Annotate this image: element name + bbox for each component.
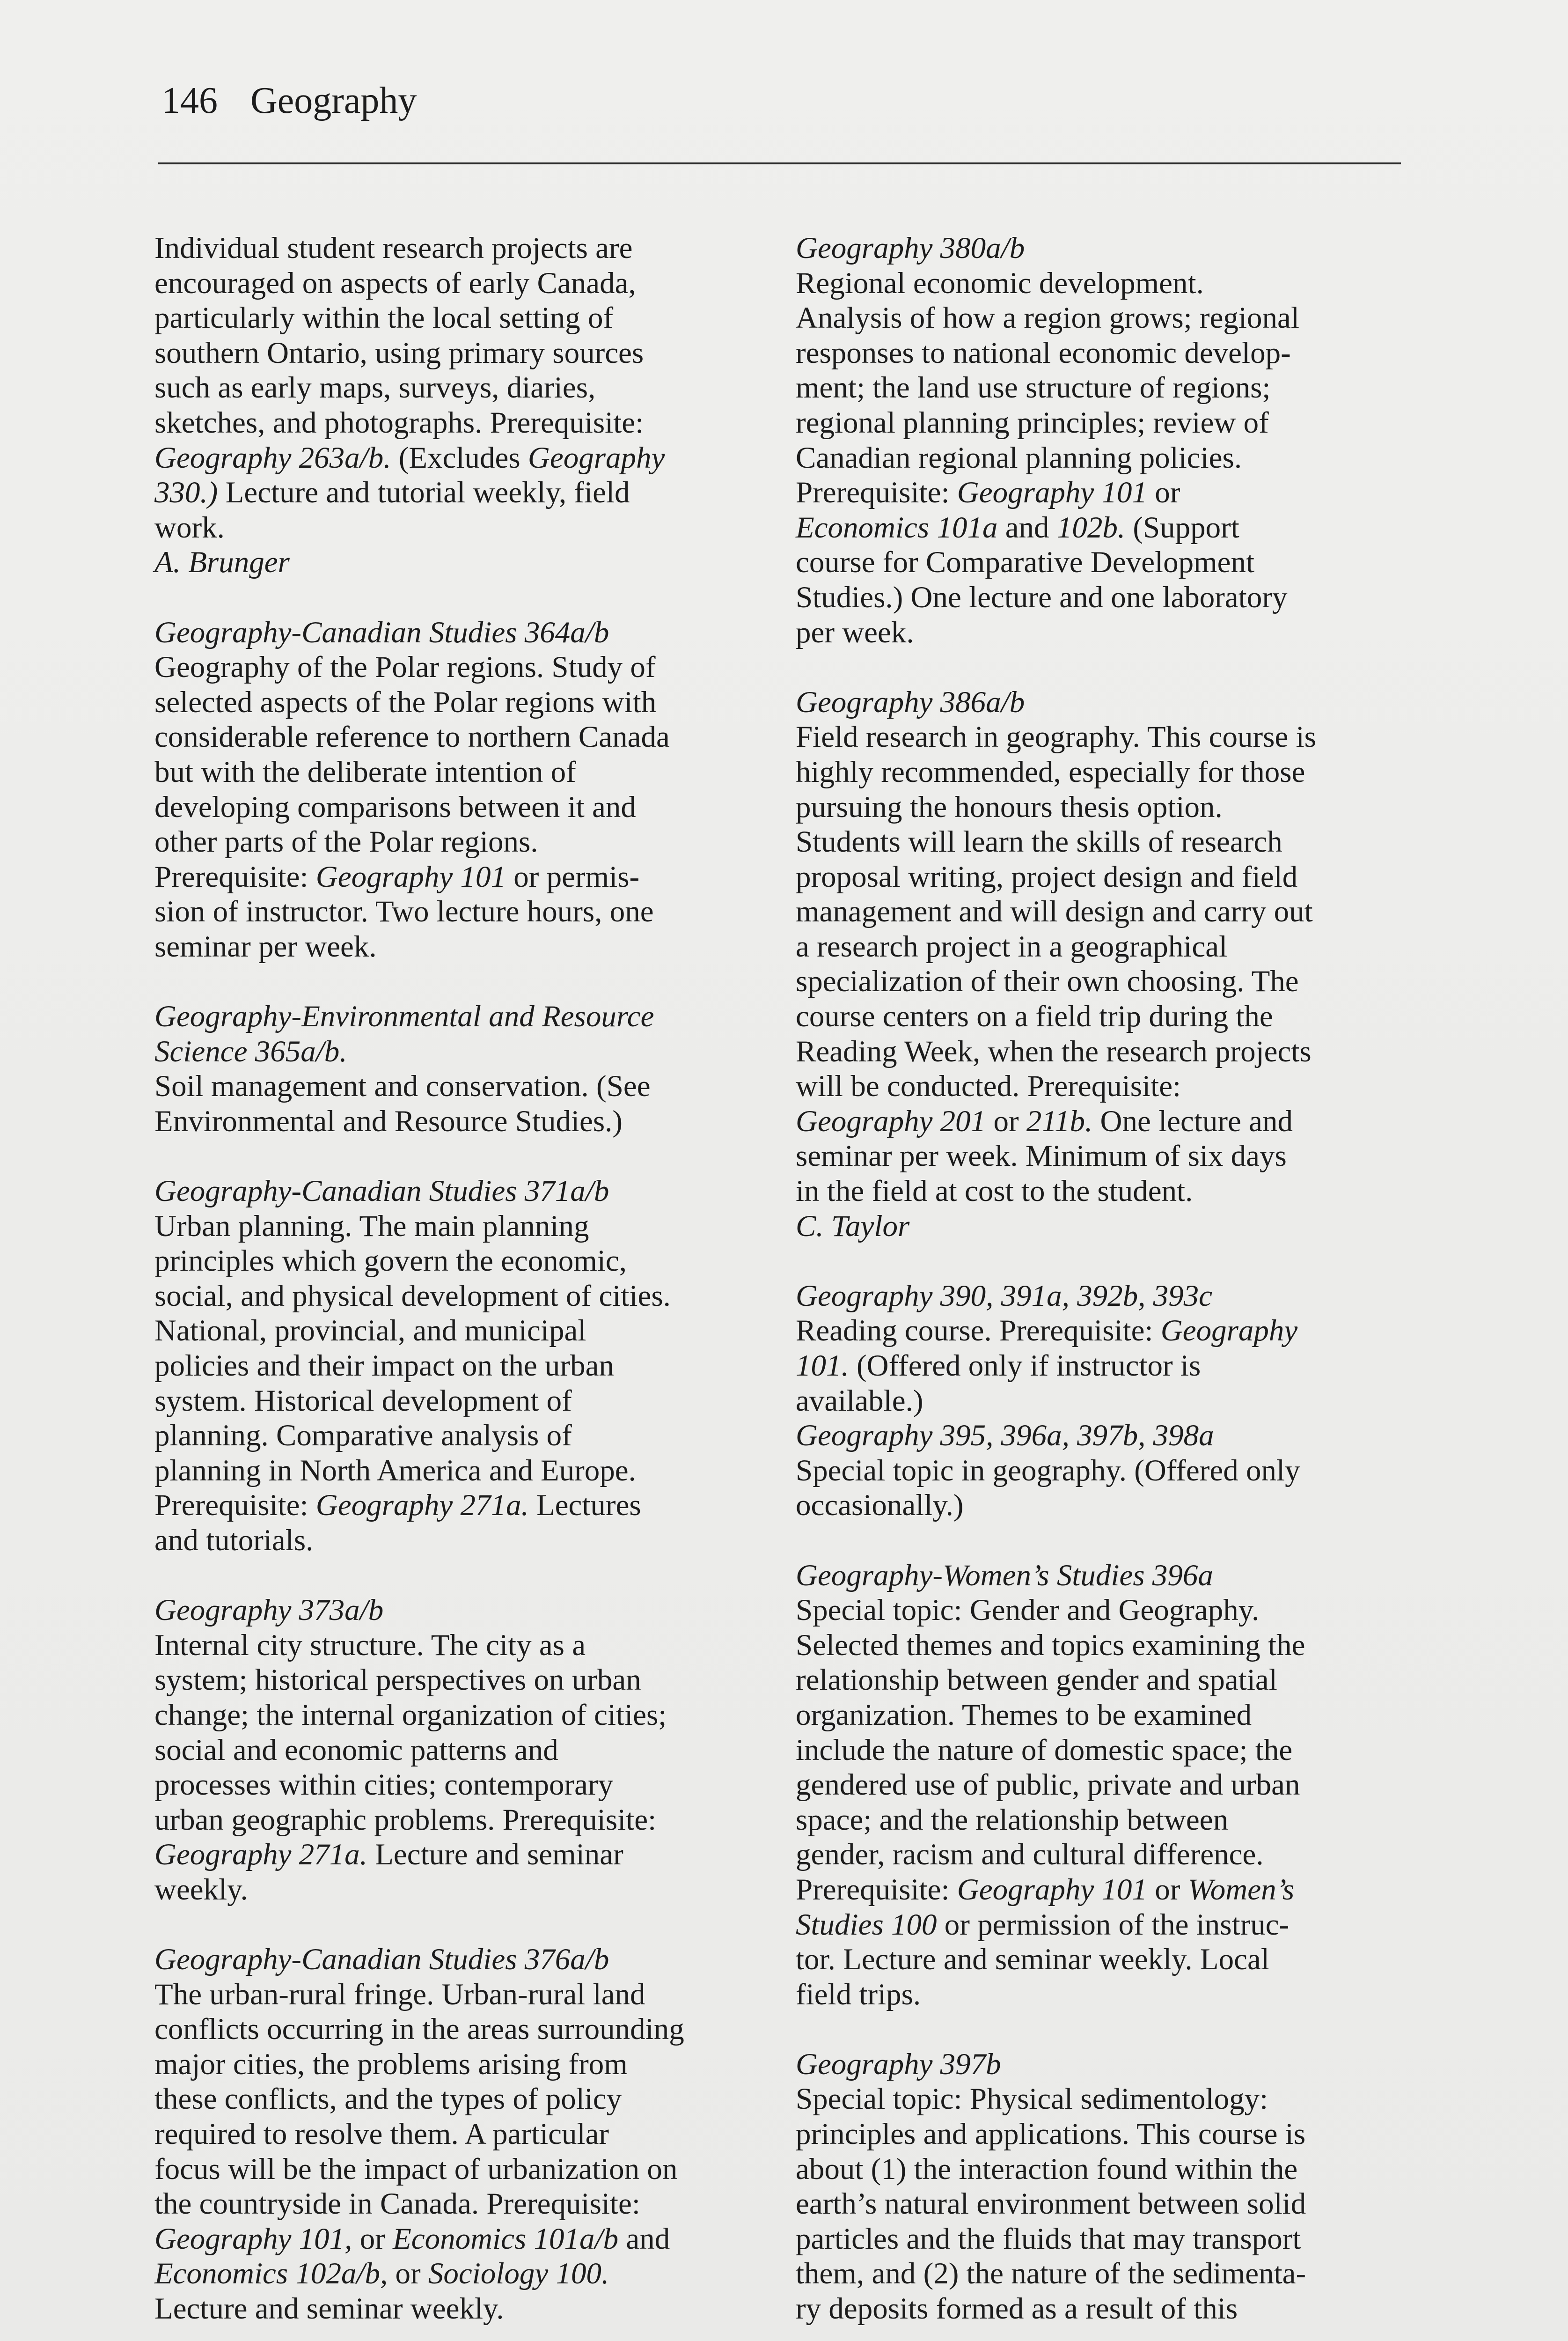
text: tor. Lecture and seminar weekly. Local [796, 1943, 1269, 1977]
text: course centers on a field trip during the [796, 1000, 1273, 1034]
italic-text: Geography [1160, 1314, 1298, 1348]
text-line [796, 1663, 1399, 1698]
text: or [1147, 476, 1180, 510]
text: urban geographic problems. Prerequisite: [154, 1803, 657, 1837]
text: and tutorials. [154, 1523, 314, 1557]
text: weekly. [154, 1872, 248, 1907]
course-entry [154, 231, 758, 580]
text: gender, racism and cultural difference. [796, 1838, 1264, 1872]
course-heading [154, 1593, 758, 1628]
text-line [796, 2291, 1399, 2326]
text: considerable reference to northern Canada [154, 720, 670, 754]
course-heading [796, 231, 1399, 266]
text-line [796, 1767, 1399, 1803]
course-heading [796, 1558, 1399, 1593]
italic-text: Studies 100 [796, 1907, 937, 1942]
text-line [154, 1803, 758, 1838]
text-line [796, 1034, 1399, 1069]
text: seminar per week. Minimum of six days [796, 1139, 1287, 1173]
text: or permis- [506, 860, 640, 894]
text-line [796, 1104, 1399, 1139]
text-line [154, 2256, 758, 2291]
text: relationship between gender and spatial [796, 1663, 1277, 1697]
text: space; and the relationship between [796, 1803, 1229, 1837]
text-line [154, 2152, 758, 2187]
text: gendered use of public, private and urban [796, 1768, 1300, 1802]
header-rule [158, 162, 1401, 164]
text: Special topic: Physical sedimentology: [796, 2082, 1268, 2116]
italic-text: Women’s [1187, 1872, 1295, 1907]
text-line [796, 825, 1399, 860]
text: Lectures [528, 1488, 641, 1523]
text-line [796, 545, 1399, 580]
text-line [154, 1069, 758, 1104]
text-line [154, 1628, 758, 1663]
text: developing comparisons between it and [154, 790, 636, 824]
text-line [796, 441, 1399, 476]
italic-text: Geography 101 [957, 1872, 1147, 1907]
course-heading [154, 615, 758, 650]
text-line [154, 405, 758, 441]
text: Prerequisite: [796, 476, 957, 510]
italic-text: C. Taylor [796, 1209, 910, 1243]
text: course for Comparative Development [796, 545, 1255, 580]
text: or [1147, 1872, 1188, 1907]
text-line [796, 1593, 1399, 1628]
text: will be conducted. Prerequisite: [796, 1069, 1181, 1104]
text-line [154, 266, 758, 301]
text-line [154, 1244, 758, 1279]
text: planning. Comparative analysis of [154, 1419, 572, 1453]
course-entry [796, 231, 1399, 650]
text-line [796, 336, 1399, 371]
text: or [388, 2257, 428, 2291]
text-line [154, 1313, 758, 1348]
text-line [154, 1384, 758, 1419]
course-entry [154, 1593, 758, 1907]
text: Analysis of how a region grows; regional [796, 301, 1299, 335]
text-line [154, 1872, 758, 1907]
text-line [796, 999, 1399, 1034]
text-line [796, 894, 1399, 929]
text-line [796, 301, 1399, 336]
text-line [154, 790, 758, 825]
text: Studies.) One lecture and one laboratory [796, 580, 1288, 614]
text: Canadian regional planning policies. [796, 441, 1242, 475]
text: Urban planning. The main planning [154, 1209, 589, 1243]
text: Students will learn the skills of research [796, 825, 1282, 859]
text: a research project in a geographical [796, 929, 1228, 964]
text-line [796, 580, 1399, 615]
text-line [796, 1384, 1399, 1419]
italic-text: Economics 102a/b, [154, 2257, 388, 2291]
text: and [997, 510, 1057, 545]
text-line [154, 755, 758, 790]
text: sion of instructor. Two lecture hours, one [154, 895, 654, 929]
italic-text: Geography 101 [957, 476, 1147, 510]
text-line [154, 1034, 758, 1069]
text: particularly within the local setting of [154, 301, 614, 335]
text: such as early maps, surveys, diaries, [154, 371, 596, 405]
text: social, and physical development of cities. [154, 1279, 671, 1313]
text-line [154, 1488, 758, 1523]
text-line [796, 1628, 1399, 1663]
text: Reading Week, when the research projects [796, 1034, 1312, 1068]
text: required to resolve them. A particular [154, 2117, 609, 2151]
italic-text: Economics 101a/b [393, 2222, 619, 2256]
text-line [796, 2222, 1399, 2257]
course-heading [796, 1279, 1399, 1314]
text: seminar per week. [154, 929, 377, 964]
course-entry [796, 1279, 1399, 1418]
text-line [154, 301, 758, 336]
text: (Offered only if instructor is [849, 1349, 1201, 1383]
italic-text: 102b. [1056, 510, 1126, 545]
text-line [796, 1313, 1399, 1348]
text-line [154, 825, 758, 860]
text: pursuing the honours thesis option. [796, 790, 1223, 824]
text: field trips. [796, 1977, 921, 2011]
course-heading [796, 685, 1399, 720]
text: specialization of their own choosing. The [796, 964, 1299, 999]
italic-text: Geography 101, [154, 2222, 352, 2256]
course-heading [796, 1418, 1399, 1453]
text-line [796, 755, 1399, 790]
course-heading [154, 999, 758, 1034]
text-line [154, 510, 758, 545]
italic-text: Geography 380a/b [796, 231, 1025, 265]
course-entry [154, 999, 758, 1139]
text: Special topic: Gender and Geography. [796, 1593, 1260, 1627]
text: Prerequisite: [154, 1488, 316, 1523]
text: (Excludes [391, 441, 528, 475]
text: Lecture and seminar [367, 1838, 623, 1872]
text: the countryside in Canada. Prerequisite: [154, 2187, 640, 2221]
text: work. [154, 510, 225, 545]
text: encouraged on aspects of early Canada, [154, 266, 636, 300]
text-line [154, 650, 758, 685]
italic-text: A. Brunger [154, 545, 290, 580]
course-entry [796, 1558, 1399, 2012]
text: system; historical perspectives on urban [154, 1663, 641, 1697]
text-line [154, 1453, 758, 1488]
text: The urban-rural fringe. Urban-rural land [154, 1977, 645, 2011]
text: them, and (2) the nature of the sedimenta- [796, 2257, 1306, 2291]
text-line [796, 405, 1399, 441]
italic-text: Sociology 100. [428, 2257, 609, 2291]
text: earth’s natural environment between solid [796, 2187, 1306, 2221]
page-header [161, 82, 417, 119]
text-line [154, 1977, 758, 2012]
text-line [796, 266, 1399, 301]
text-line [796, 720, 1399, 755]
italic-text: 101. [796, 1349, 849, 1383]
text: processes within cities; contemporary [154, 1768, 614, 1802]
text: highly recommended, especially for those [796, 755, 1305, 789]
text-line [796, 510, 1399, 545]
section-title: Geography [250, 80, 417, 121]
text-line [154, 1837, 758, 1872]
italic-text: Geography 373a/b [154, 1593, 384, 1627]
text: or [986, 1104, 1026, 1138]
text: principles which govern the economic, [154, 1244, 627, 1278]
italic-text: Geography [528, 441, 665, 475]
text: proposal writing, project design and field [796, 860, 1298, 894]
text: system. Historical development of [154, 1384, 572, 1418]
italic-text: Geography 386a/b [796, 685, 1025, 719]
text: these conflicts, and the types of policy [154, 2082, 622, 2116]
text-line [796, 1733, 1399, 1768]
text: Selected themes and topics examining the [796, 1628, 1305, 1662]
text-line [154, 894, 758, 929]
text: or [352, 2222, 393, 2256]
text-line [154, 2291, 758, 2326]
text-line [796, 2117, 1399, 2152]
italic-text: Geography 271a. [315, 1488, 529, 1523]
italic-text: Geography 397b [796, 2047, 1001, 2081]
italic-text: Geography-Women’s Studies 396a [796, 1558, 1213, 1592]
text-line [154, 1348, 758, 1384]
text: or permission of the instruc- [937, 1907, 1290, 1942]
text: Internal city structure. The city as a [154, 1628, 586, 1662]
text-line [796, 1837, 1399, 1872]
text-line [154, 1279, 758, 1314]
text: ry deposits formed as a result of this [796, 2292, 1238, 2326]
course-entry [796, 685, 1399, 1244]
text: other parts of the Polar regions. [154, 825, 538, 859]
text: Prerequisite: [796, 1872, 957, 1907]
text-line [796, 1803, 1399, 1838]
text-line [796, 1453, 1399, 1488]
course-entry [796, 2047, 1399, 2326]
course-heading [154, 1942, 758, 1977]
text: Special topic in geography. (Offered only [796, 1453, 1300, 1487]
italic-text: Science 365a/b. [154, 1034, 347, 1068]
text-line [796, 475, 1399, 510]
text-line [154, 1698, 758, 1733]
text: change; the internal organization of cities; [154, 1698, 667, 1732]
text: per week. [796, 615, 914, 649]
italic-text: Geography 201 [796, 1104, 986, 1138]
text-line [796, 2186, 1399, 2222]
text-line [796, 1698, 1399, 1733]
text: about (1) the interaction found within the [796, 2152, 1298, 2186]
text-line [154, 370, 758, 405]
text-line [154, 231, 758, 266]
text: Prerequisite: [154, 860, 316, 894]
text: (Support [1125, 510, 1239, 545]
text-line [796, 1977, 1399, 2012]
text: principles and applications. This course is [796, 2117, 1306, 2151]
text-line [154, 2012, 758, 2047]
text-line [154, 441, 758, 476]
page-number: 146 [161, 80, 218, 121]
text-line [154, 1523, 758, 1558]
course-heading [154, 1174, 758, 1209]
text-line [154, 2222, 758, 2257]
text-line [796, 860, 1399, 895]
italic-text: Geography 395, 396a, 397b, 398a [796, 1419, 1214, 1453]
course-entry [796, 1418, 1399, 1523]
text-line [154, 1733, 758, 1768]
text-line [154, 545, 758, 580]
text-line [154, 1209, 758, 1244]
text-line [796, 2082, 1399, 2117]
text-line [796, 1942, 1399, 1977]
text: ment; the land use structure of regions; [796, 371, 1271, 405]
text: social and economic patterns and [154, 1733, 558, 1767]
text-line [796, 964, 1399, 999]
course-entry [154, 1174, 758, 1558]
text: Field research in geography. This course is [796, 720, 1316, 754]
text: but with the deliberate intention of [154, 755, 576, 789]
text: include the nature of domestic space; the [796, 1733, 1293, 1767]
text-line [154, 2186, 758, 2222]
text-line [796, 1488, 1399, 1523]
italic-text: Geography-Canadian Studies 376a/b [154, 1943, 609, 1977]
text: responses to national economic develop- [796, 336, 1291, 370]
text-line [796, 615, 1399, 650]
text: in the field at cost to the student. [796, 1174, 1193, 1208]
italic-text: Geography-Canadian Studies 371a/b [154, 1174, 609, 1208]
italic-text: Geography 101 [315, 860, 506, 894]
text: management and will design and carry out [796, 895, 1313, 929]
text-line [154, 1104, 758, 1139]
italic-text: Geography 263a/b. [154, 441, 391, 475]
text: selected aspects of the Polar regions with [154, 685, 657, 719]
text: available.) [796, 1384, 923, 1418]
text-line [154, 2082, 758, 2117]
text-line [796, 1348, 1399, 1384]
text-line [154, 860, 758, 895]
right-column [796, 231, 1399, 2341]
text-line [796, 370, 1399, 405]
italic-text: Economics 101a [796, 510, 998, 545]
course-heading [796, 2047, 1399, 2082]
text-line [796, 1069, 1399, 1104]
text-line [154, 929, 758, 964]
text: Environmental and Resource Studies.) [154, 1104, 623, 1138]
text-line [154, 685, 758, 720]
text-line [154, 2117, 758, 2152]
text: Individual student research projects are [154, 231, 633, 265]
text: Geography of the Polar regions. Study of [154, 650, 656, 685]
course-entry [154, 1942, 758, 2326]
text: occasionally.) [796, 1488, 964, 1523]
text-line [154, 1767, 758, 1803]
text: Regional economic development. [796, 266, 1204, 300]
text-line [154, 720, 758, 755]
text: Lecture and seminar weekly. [154, 2292, 504, 2326]
text-line [154, 336, 758, 371]
text: Reading course. Prerequisite: [796, 1314, 1161, 1348]
text-line [796, 2256, 1399, 2291]
text-line [796, 1174, 1399, 1209]
text-line [796, 1907, 1399, 1943]
text-line [154, 1663, 758, 1698]
italic-text: 211b. [1026, 1104, 1093, 1138]
text: sketches, and photographs. Prerequisite: [154, 405, 644, 440]
text-line [154, 1418, 758, 1453]
text: and [618, 2222, 670, 2256]
text: One lecture and [1092, 1104, 1293, 1138]
course-entry [154, 615, 758, 964]
italic-text: Geography-Canadian Studies 364a/b [154, 615, 609, 649]
text-line [796, 790, 1399, 825]
left-column [154, 231, 758, 2341]
text: major cities, the problems arising from [154, 2047, 628, 2081]
italic-text: Geography 390, 391a, 392b, 393c [796, 1279, 1213, 1313]
text-line [154, 475, 758, 510]
text: National, provincial, and municipal [154, 1314, 586, 1348]
text: particles and the fluids that may transport [796, 2222, 1301, 2256]
text: planning in North America and Europe. [154, 1453, 636, 1487]
text-line [796, 1872, 1399, 1907]
text: focus will be the impact of urbanization on [154, 2152, 678, 2186]
italic-text: Geography 271a. [154, 1838, 367, 1872]
italic-text: Geography-Environmental and Resource [154, 1000, 654, 1034]
text: southern Ontario, using primary sources [154, 336, 644, 370]
text-line [154, 2047, 758, 2082]
text: Lecture and tutorial weekly, field [218, 476, 630, 510]
text: Soil management and conservation. (See [154, 1069, 651, 1104]
text: regional planning principles; review of [796, 405, 1269, 440]
italic-text: 330.) [154, 476, 218, 510]
text: policies and their impact on the urban [154, 1349, 614, 1383]
text-line [796, 1139, 1399, 1174]
text-line [796, 929, 1399, 964]
text-line [796, 2152, 1399, 2187]
text: organization. Themes to be examined [796, 1698, 1252, 1732]
text-line [796, 1209, 1399, 1244]
text: conflicts occurring in the areas surrounding [154, 2012, 684, 2047]
